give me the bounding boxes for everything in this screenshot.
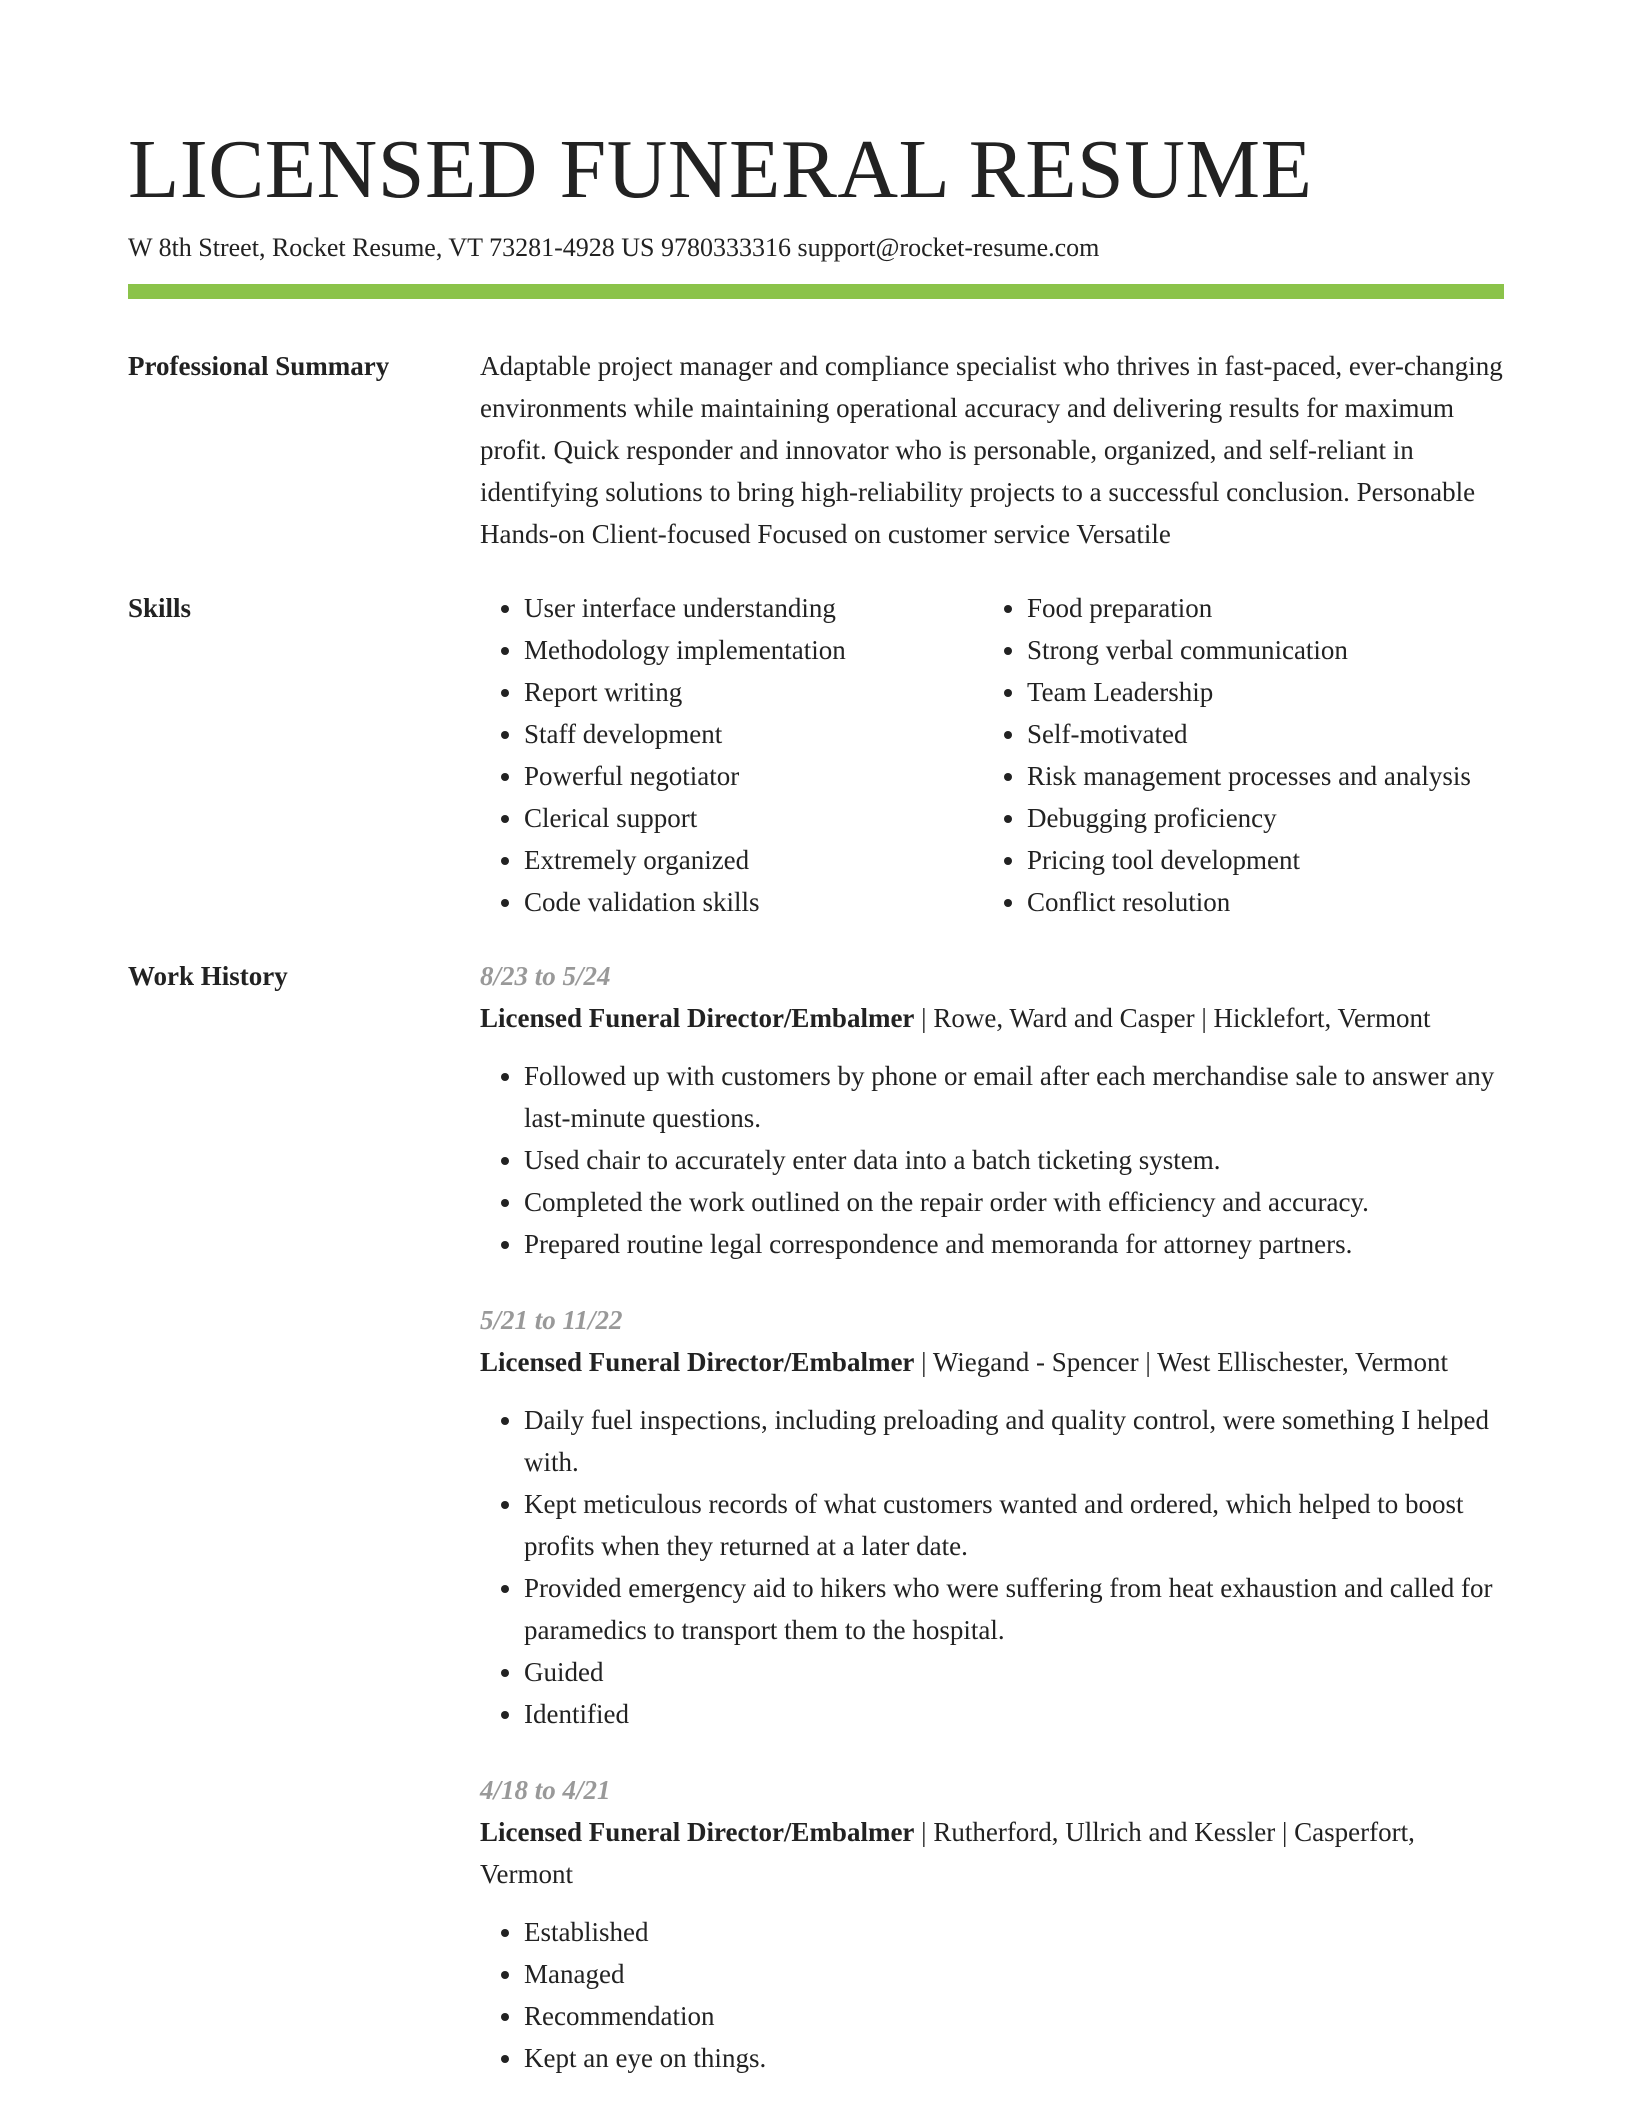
job-bullet: • Followed up with customers by phone or email after each merchandise sale to answer any last-minute questions. bbox=[524, 1055, 1504, 1139]
job-heading bbox=[480, 1341, 1504, 1383]
job-title: Licensed Funeral Director/Embalmer bbox=[480, 1347, 915, 1377]
job-bullet: • Kept an eye on things. bbox=[524, 2037, 1504, 2079]
resume-title: LICENSED FUNERAL RESUME bbox=[128, 123, 1313, 216]
skill-item: • Methodology implementation bbox=[524, 629, 983, 671]
job-title: Licensed Funeral Director/Embalmer bbox=[480, 1003, 915, 1033]
skill-item: • Self-motivated bbox=[1027, 713, 1471, 755]
job-dates: 4/18 to 4/21 bbox=[480, 1775, 611, 1805]
skill-item: • Team Leadership bbox=[1027, 671, 1471, 713]
skill-item: • Debugging proficiency bbox=[1027, 797, 1471, 839]
job-entry bbox=[480, 1299, 1504, 1735]
job-details: | Wiegand - Spencer | West Ellischester, Vermont bbox=[914, 1347, 1449, 1377]
header-divider bbox=[128, 284, 1504, 299]
resume-page bbox=[128, 120, 1504, 2113]
job-bullet: • Prepared routine legal correspondence and memoranda for attorney partners. bbox=[524, 1223, 1504, 1265]
work-history-section bbox=[128, 955, 1504, 2113]
job-bullet: • Managed bbox=[524, 1953, 1504, 1995]
job-bullet: • Provided emergency aid to hikers who were suffering from heat exhaustion and called for paramedics to transport them to the hospital. bbox=[524, 1567, 1504, 1651]
skill-item: • Powerful negotiator bbox=[524, 755, 983, 797]
job-dates: 5/21 to 11/22 bbox=[480, 1305, 623, 1335]
job-bullet: • Kept meticulous records of what customers wanted and ordered, which helped to boost profits when they returned at a later date. bbox=[524, 1483, 1504, 1567]
skills-list-right bbox=[983, 587, 1471, 923]
skill-item: • Pricing tool development bbox=[1027, 839, 1471, 881]
job-details: | Rutherford, Ullrich and Kessler | Casperfort, Vermont bbox=[480, 1817, 1415, 1889]
job-entry bbox=[480, 955, 1504, 1265]
job-bullet: • Recommendation bbox=[524, 1995, 1504, 2037]
job-bullet: • Identified bbox=[524, 1693, 1504, 1735]
skills-list-left bbox=[480, 587, 983, 923]
skill-item: • Code validation skills bbox=[524, 881, 983, 923]
job-details: | Rowe, Ward and Casper | Hicklefort, Vermont bbox=[914, 1003, 1431, 1033]
job-bullet: • Established bbox=[524, 1911, 1504, 1953]
job-bullet: • Daily fuel inspections, including preloading and quality control, were something I helped with. bbox=[524, 1399, 1504, 1483]
skill-item: • Risk management processes and analysis bbox=[1027, 755, 1471, 797]
skill-item: • Staff development bbox=[524, 713, 983, 755]
job-entry bbox=[480, 1769, 1504, 2079]
job-dates: 8/23 to 5/24 bbox=[480, 961, 611, 991]
section-label-summary: Professional Summary bbox=[128, 351, 390, 381]
job-bullet: • Used chair to accurately enter data into a batch ticketing system. bbox=[524, 1139, 1504, 1181]
job-bullet: • Guided bbox=[524, 1651, 1504, 1693]
skill-item: • Clerical support bbox=[524, 797, 983, 839]
job-bullets bbox=[480, 1911, 1504, 2079]
job-bullets bbox=[480, 1399, 1504, 1735]
skill-item: • Food preparation bbox=[1027, 587, 1471, 629]
job-bullet: • Completed the work outlined on the repair order with efficiency and accuracy. bbox=[524, 1181, 1504, 1223]
section-label-work-history: Work History bbox=[128, 961, 288, 991]
job-title: Licensed Funeral Director/Embalmer bbox=[480, 1817, 915, 1847]
skill-item: • Report writing bbox=[524, 671, 983, 713]
section-label-skills: Skills bbox=[128, 593, 192, 623]
skill-item: • Extremely organized bbox=[524, 839, 983, 881]
skill-item: • Conflict resolution bbox=[1027, 881, 1471, 923]
job-bullets bbox=[480, 1055, 1504, 1265]
professional-summary-section bbox=[128, 345, 1504, 555]
skill-item: • Strong verbal communication bbox=[1027, 629, 1471, 671]
contact-line: W 8th Street, Rocket Resume, VT 73281-4928 US 9780333316 support@rocket-resume.com bbox=[128, 233, 1100, 262]
skill-item: • User interface understanding bbox=[524, 587, 983, 629]
skills-section bbox=[128, 587, 1504, 923]
summary-text: Adaptable project manager and compliance specialist who thrives in fast-paced, ever-changing environments while maintaining operational accuracy and delivering results for maximum profit. Quick responder and innovator who is personable, organized, and self-reliant in identifying solutions to bring high-reliability projects to a successful conclusion. Personable Hands-on Client-focused Focused on customer service Versatile bbox=[480, 351, 1503, 549]
job-heading bbox=[480, 997, 1504, 1039]
job-heading bbox=[480, 1811, 1504, 1895]
